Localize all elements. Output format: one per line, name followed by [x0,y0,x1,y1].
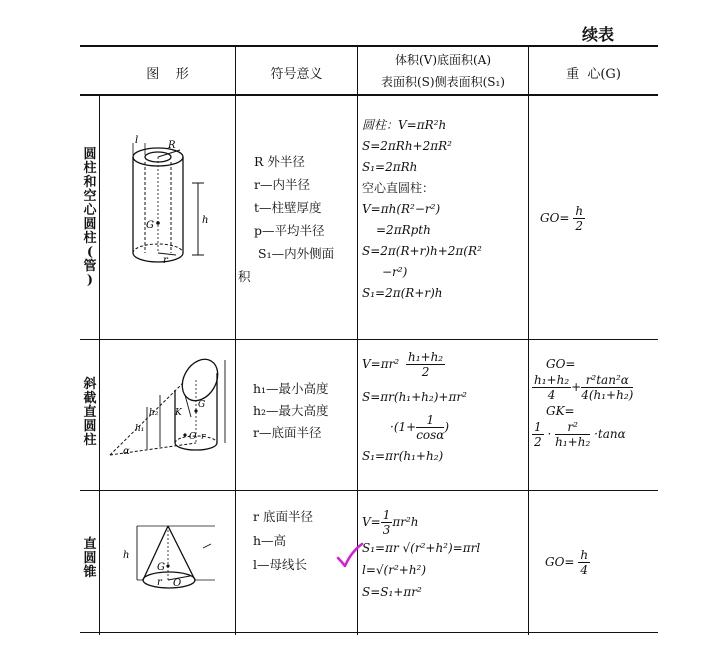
row1-formula-4: 空心直圆柱： [362,181,435,195]
fig1-label-G: G [146,220,154,231]
fig3-label-G: G [157,562,165,573]
table-top-rule [80,45,658,47]
header-gravity: 重 心(G) [566,67,621,82]
row1-formula-3: S₁=2πRh [362,160,418,174]
fig3-label-O: O [173,578,182,589]
row1-formula-9: S₁=2π(R+r)h [362,286,443,300]
row1-symbol-2: r—内半径 [254,177,310,192]
row3-symbol-3: l—母线长 [253,557,307,572]
header-volume-line2: 表面积(S)侧表面积(S₁) [381,75,505,89]
row2-symbol-3: r—底面半径 [253,425,322,440]
continued-label: 续表 [582,25,615,44]
fig3-label-r: r [157,577,162,588]
row2-name: 斜 截 直 圆 柱 [83,377,97,448]
header-bottom-rule [80,94,658,96]
row1-formula-6: =2πRpth [376,223,431,237]
row1-symbol-5: S₁—内外侧面 [258,246,335,261]
hollow-cylinder-figure [118,135,218,275]
fig2-label-h1: h₁ [135,424,145,434]
row1-symbol-3: t—柱壁厚度 [254,200,322,215]
row1-gravity-den: 2 [575,219,583,233]
row1-formulas [362,115,482,304]
row2-symbols [253,378,329,444]
fig2-label-O: O [189,432,197,442]
right-cone-figure [115,518,225,598]
fig1-label-l: l [135,135,139,146]
row1-gravity [540,204,585,233]
fig1-label-R: R [168,140,176,151]
row3-symbols [253,505,313,577]
row3-symbol-2: h—高 [253,533,287,548]
row-name-divider [99,95,100,635]
fig2-label-K: K [175,408,182,418]
row2-formula-s: S=πr(h₁+h₂)+πr² [362,390,467,404]
row2-formula-s1: S₁=πr(h₁+h₂) [362,449,444,463]
oblique-cut-cylinder-figure [105,355,233,465]
row1-formula-5: V=πh(R²−r²) [362,202,441,216]
row3-formula-s1: S₁=πr √(r²+h²)=πrl [362,541,481,555]
row1-formula-2: S=2πRh+2πR² [362,139,452,153]
row2-formula-v: V=πr² $\frac{\text{h₁+h₂}}{2}$ [362,350,444,379]
row2-gravity-gk: GK= [546,404,575,418]
fig2-label-r: r [201,432,206,442]
row3-symbol-1: r 底面半径 [253,509,313,524]
row2-symbol-2: h₂—最大高度 [253,403,329,418]
row2-formulas [362,350,467,466]
row2-bottom-rule [80,490,658,491]
row3-name: 直 圆 锥 [83,537,97,580]
header-figure: 图 形 [146,67,189,82]
row2-gravity [532,355,633,449]
row1-name: 圆 柱 和 空 心 圆 柱 ( 管 ) [83,147,97,288]
row3-bottom-rule [80,632,658,633]
row3-formulas [362,508,480,603]
row1-bottom-rule [80,339,658,340]
row3-gravity: GO= $\frac{h}{4}$ [545,548,589,577]
row1-formula-8: −r²) [382,265,408,279]
row1-symbols [238,150,335,288]
row1-symbol-1: R 外半径 [254,154,305,169]
fig2-label-G: G [198,400,206,410]
row1-formula-1: 圆柱：V=πR²h [362,118,447,132]
row1-symbol-4: p—平均半径 [254,223,325,238]
row1-gravity-lhs: GO= [540,211,570,225]
row3-formula-s: S=S₁+πr² [362,585,422,599]
row2-gravity-expr1: $\frac{\text{h₁+h₂}}{4}$ + $\frac{\text{r²tan²α}}{\text{4(h₁+h₂)}}$ [534,373,634,402]
row2-formula-s-factor: ·(1+ $\frac{1}{\cos\alpha}$ ) [390,413,450,442]
col-divider-1 [235,45,236,635]
row2-gravity-expr2: $\frac{1}{2}$ · $\frac{\text{r²}}{\text{h₁+h₂}}$ ·tanα [534,420,626,449]
fig1-label-r: r [163,255,168,266]
header-symbol: 符号意义 [270,67,323,82]
fig3-label-h: h [123,550,130,561]
row2-symbol-1: h₁—最小高度 [253,381,329,396]
header-volume [358,49,528,93]
check-mark-icon [335,540,365,570]
row3-formula-l: l=√(r²+h²) [362,563,427,577]
fig2-label-h2: h₂ [149,408,159,418]
row1-symbol-6: 积 [238,269,251,284]
row2-gravity-go: GO= [546,357,576,371]
row1-formula-7: S=2π(R+r)h+2π(R² [362,244,482,258]
fig1-label-h: h [202,215,209,226]
col-divider-3 [528,45,529,635]
fig2-label-alpha: α [123,446,130,457]
row1-gravity-num: h [575,204,584,218]
header-volume-line1: 体积(V)底面积(A) [394,53,492,67]
row3-formula-v: V= $\frac{1}{3}$ πr²h [362,508,419,537]
